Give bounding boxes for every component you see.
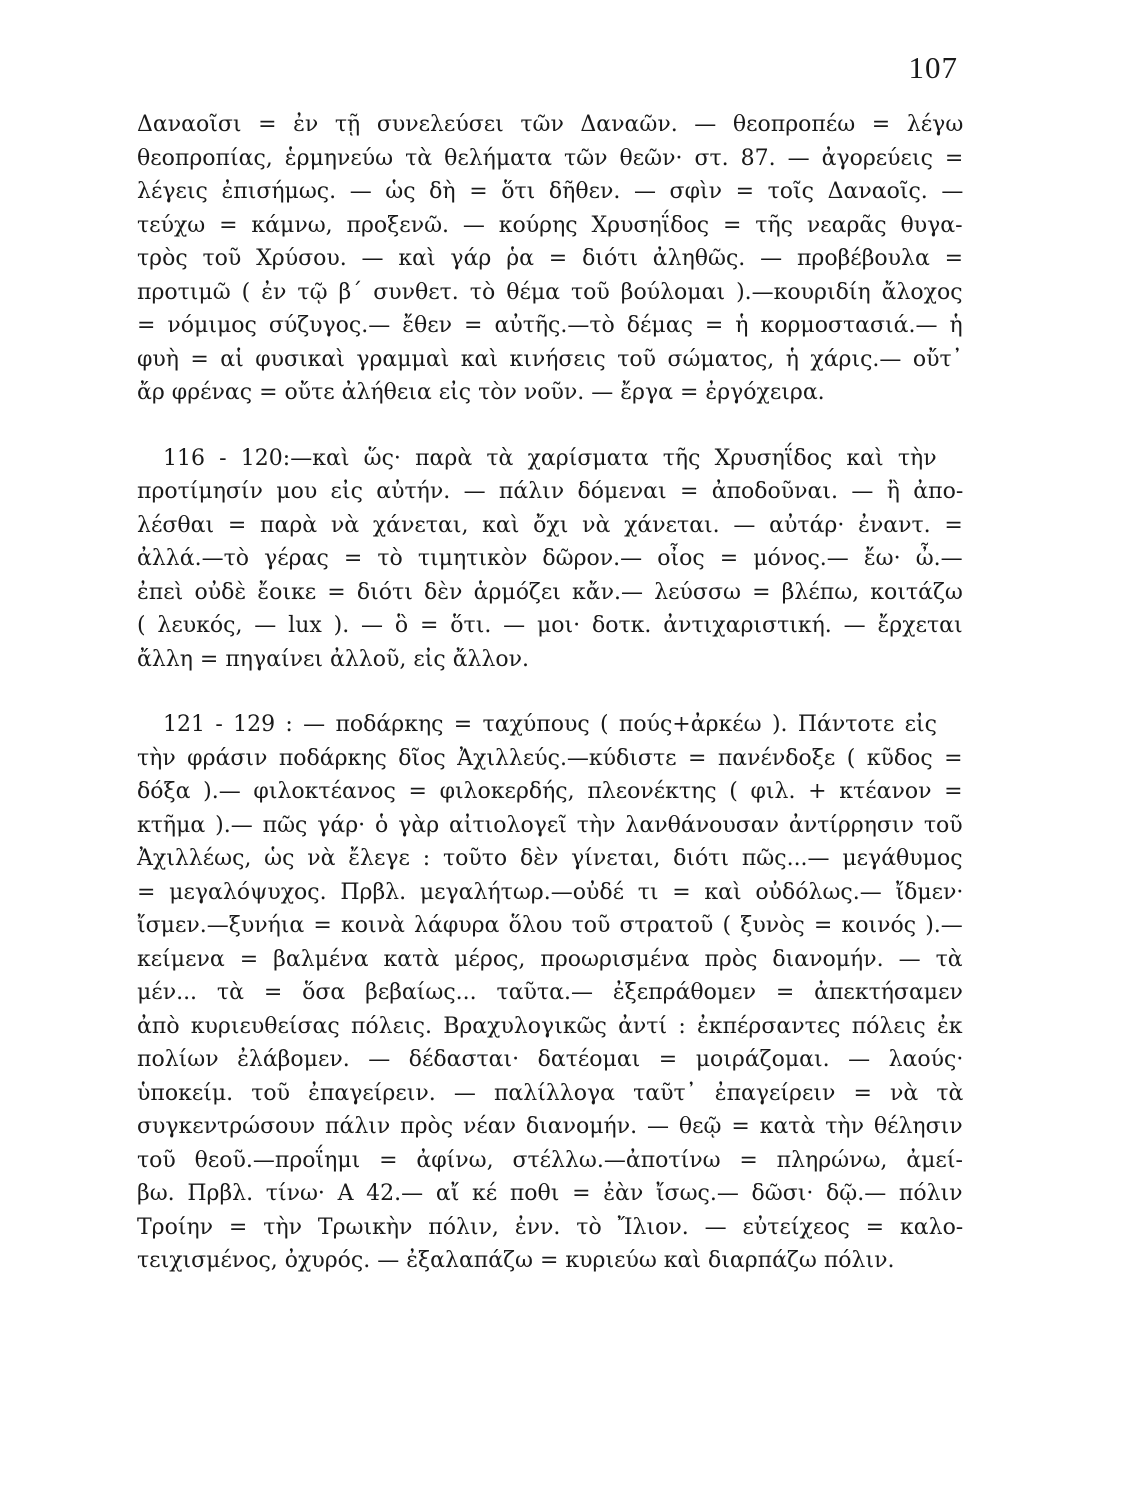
text-line: προτίμησίν μου εἰς αὐτήν. — πάλιν δόμεναι = ἀποδοῦναι. — ἢ ἀπο-	[137, 479, 964, 504]
text-line: ὑποκείμ. τοῦ ἐπαγείρειν. — παλίλλογα ταῦτ᾽ ἐπαγείρειν = νὰ τὰ	[137, 1080, 964, 1106]
page-number: 107	[908, 50, 958, 85]
text-line: δόξα ).— φιλοκτέανος = φιλοκερδής, πλεονέκτης ( φιλ. + κτέανον =	[137, 779, 963, 804]
text-line: 121 - 129 : — ποδάρκης = ταχύπους ( πούς+ἀρκέω ). Πάντοτε εἰς	[163, 712, 937, 737]
text-line: 116 - 120:—καὶ ὥς· παρὰ τὰ χαρίσματα τῆς Χρυσηΐδος καὶ τὴν	[163, 445, 937, 471]
text-line: ἐπεὶ οὐδὲ ἔοικε = διότι δὲν ἁρμόζει κἄν.— λεύσσω = βλέπω, κοιτάζω	[137, 579, 963, 605]
text-line: ἀπὸ κυριευθείσας πόλεις. Βραχυλογικῶς ἀντί : ἐκπέρσαντες πόλεις ἐκ	[137, 1013, 963, 1039]
text-line: λέσθαι = παρὰ νὰ χάνεται, καὶ ὄχι νὰ χάνεται. — αὐτάρ· ἐναντ. =	[137, 512, 963, 538]
text-line: πολίων ἐλάβομεν. — δέδασται· δατέομαι = μοιράζομαι. — λαούς·	[137, 1047, 964, 1072]
text-line: κτῆμα ).— πῶς γάρ· ὁ γὰρ αἰτιολογεῖ τὴν λανθάνουσαν ἀντίρρησιν τοῦ	[137, 812, 963, 838]
text-line: τεύχω = κάμνω, προξενῶ. — κούρης Χρυσηΐδος = τῆς νεαρᾶς θυγα-	[137, 212, 963, 238]
text-line: βω. Πρβλ. τίνω· Α 42.— αἴ κέ ποθι = ἐὰν ἴσως.— δῶσι· δῷ.— πόλιν	[137, 1181, 963, 1206]
text-line: ( λευκός, — lux ). — ὃ = ὅτι. — μοι· δοτκ. ἀντιχαριστική. — ἔρχεται	[137, 613, 963, 638]
text-line: τειχισμένος, ὀχυρός. — ἐξαλαπάζω = κυριεύω καὶ διαρπάζω πόλιν.	[137, 1248, 895, 1273]
text-line: Τροίην = τὴν Τρωικὴν πόλιν, ἐνν. τὸ Ἴλιον. — εὐτείχεος = καλο-	[137, 1214, 964, 1240]
text-line: συγκεντρώσουν πάλιν πρὸς νέαν διανομήν. — θεῷ = κατὰ τὴν θέλησιν	[137, 1114, 963, 1139]
commentary-text	[137, 108, 963, 1278]
text-line: τρὸς τοῦ Χρύσου. — καὶ γάρ ῥα = διότι ἀληθῶς. — προβέβουλα =	[137, 246, 964, 271]
paragraph-1	[137, 108, 963, 410]
text-line: προτιμῶ ( ἐν τῷ β΄ συνθετ. τὸ θέμα τοῦ βούλομαι ).—κουριδίη ἄλοχος	[137, 279, 963, 305]
text-line: ἄλλη = πηγαίνει ἀλλοῦ, εἰς ἄλλον.	[137, 646, 530, 672]
text-line: Δαναοῖσι = ἐν τῇ συνελεύσει τῶν Δαναῶν. — θεοπροπέω = λέγω	[137, 112, 964, 137]
text-line: λέγεις ἐπισήμως. — ὡς δὴ = ὅτι δῆθεν. — σφὶν = τοῖς Δαναοῖς. —	[137, 179, 964, 204]
text-line: φυὴ = αἱ φυσικαὶ γραμμαὶ καὶ κινήσεις τοῦ σώματος, ἡ χάρις.— οὔτ᾽	[137, 346, 963, 372]
text-line: κείμενα = βαλμένα κατὰ μέρος, προωρισμένα πρὸς διανομήν. — τὰ	[137, 946, 963, 972]
paragraph-3	[137, 708, 963, 1278]
text-line: = μεγαλόψυχος. Πρβλ. μεγαλήτωρ.—οὐδέ τι = καὶ οὐδόλως.— ἴδμεν·	[137, 879, 964, 905]
text-line: τοῦ θεοῦ.—προΐημι = ἀφίνω, στέλλω.—ἀποτίνω = πληρώνω, ἀμεί-	[137, 1147, 963, 1173]
text-line: ἴσμεν.—ξυνήια = κοινὰ λάφυρα ὅλου τοῦ στρατοῦ ( ξυνὸς = κοινός ).—	[137, 913, 963, 938]
paragraph-2	[137, 442, 963, 677]
text-line: ἀλλά.—τὸ γέρας = τὸ τιμητικὸν δῶρον.— οἶος = μόνος.— ἔω· ὦ.—	[137, 546, 963, 571]
text-line: = νόμιμος σύζυγος.— ἔθεν = αὐτῆς.—τὸ δέμας = ἡ κορμοστασιά.— ἡ	[137, 313, 963, 338]
text-line: Ἀχιλλέως, ὡς νὰ ἔλεγε : τοῦτο δὲν γίνεται, διότι πῶς...— μεγάθυμος	[137, 846, 963, 871]
text-line: ἄρ φρένας = οὔτε ἀλήθεια εἰς τὸν νοῦν. — ἔργα = ἐργόχειρα.	[137, 380, 825, 405]
text-line: τὴν φράσιν ποδάρκης δῖος Ἀχιλλεύς.—κύδιστε = πανένδοξε ( κῦδος =	[137, 745, 963, 771]
text-line: θεοπροπίας, ἑρμηνεύω τὰ θελήματα τῶν θεῶν· στ. 87. — ἀγορεύεις =	[137, 145, 964, 171]
text-line: μέν... τὰ = ὅσα βεβαίως... ταῦτα.— ἐξεπράθομεν = ἀπεκτήσαμεν	[137, 980, 963, 1005]
